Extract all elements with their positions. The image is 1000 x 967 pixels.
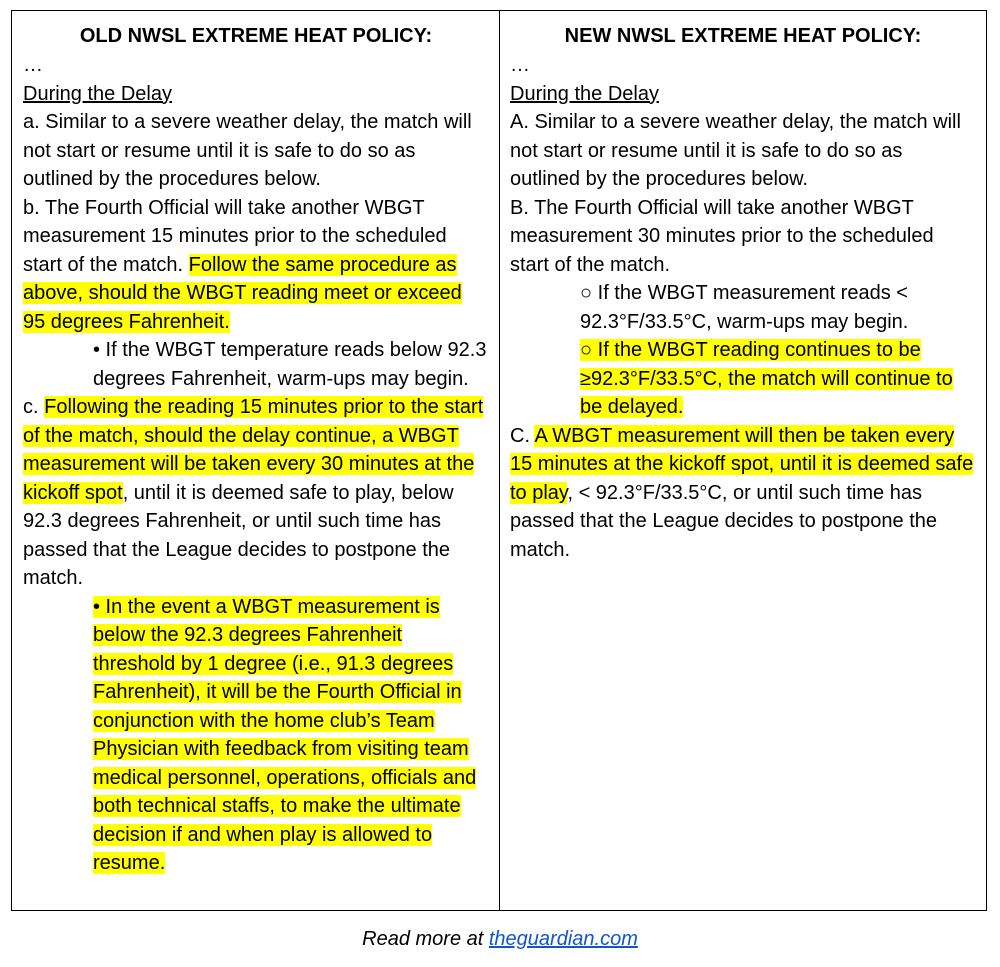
old-bullet-warmups: • If the WBGT temperature reads below 92.3 degrees Fahrenheit, warm-ups may begin. xyxy=(93,339,487,390)
new-policy-column xyxy=(500,11,986,910)
old-item-c-text: , until it is deemed safe to play, below 92.3 degrees Fahrenheit, or until such time has passed that the League decides to postpone the match. xyxy=(23,481,454,589)
new-item-a: A. Similar to a severe weather delay, the match will not start or resume until it is safe to do so as outlined by the procedures below. xyxy=(510,111,961,190)
policy-comparison-table xyxy=(11,10,987,911)
old-policy-column xyxy=(12,11,500,910)
new-item-c-text: , < 92.3°F/33.5°C, or until such time has passed that the League decides to postpone the match. xyxy=(510,481,938,561)
new-ellipsis: … xyxy=(510,54,530,76)
old-item-a: a. Similar to a severe weather delay, the match will not start or resume until it is safe to do so as outlined by the procedures below. xyxy=(23,111,472,190)
source-link[interactable]: theguardian.com xyxy=(488,928,638,950)
footer-prefix: Read more at xyxy=(362,928,489,950)
new-bullet-warmups: ○ If the WBGT measurement reads < 92.3°F/33.5°C, warm-ups may begin. xyxy=(580,282,909,333)
new-item-c-highlight: A WBGT measurement will then be taken every 15 minutes at the kickoff spot, until it is deemed safe to play xyxy=(510,424,974,504)
old-bullet-threshold xyxy=(23,593,489,878)
old-item-b xyxy=(23,194,489,337)
new-item-b: B. The Fourth Official will take another WBGT measurement 30 minutes prior to the scheduled start of the match. xyxy=(510,196,934,276)
new-bullet-delay xyxy=(510,336,976,422)
old-item-b-text: b. The Fourth Official will take another WBGT measurement 15 minutes prior to the scheduled start of the match. xyxy=(23,196,447,276)
old-item-c xyxy=(23,393,489,593)
new-policy-heading: NEW NWSL EXTREME HEAT POLICY: xyxy=(564,25,922,47)
old-policy-heading: OLD NWSL EXTREME HEAT POLICY: xyxy=(79,25,433,47)
new-item-c-prefix: C. xyxy=(510,424,535,447)
old-ellipsis: … xyxy=(23,54,43,76)
old-section-title: During the Delay xyxy=(23,82,172,105)
old-item-b-highlight: Follow the same procedure as above, should the WBGT reading meet or exceed 95 degrees Fahrenheit. xyxy=(23,253,462,333)
new-section-title: During the Delay xyxy=(510,82,659,105)
new-item-c xyxy=(510,422,976,565)
old-item-c-highlight: Following the reading 15 minutes prior to the start of the match, should the delay continue, a WBGT measurement will be taken every 30 minutes at the kickoff spot xyxy=(23,396,484,504)
old-bullet-threshold-highlight: • In the event a WBGT measurement is below the 92.3 degrees Fahrenheit threshold by 1 degree (i.e., 91.3 degrees Fahrenheit), it will be the Fourth Official in conjunction with the home club’s Team Physician with feedback from visiting team medical personnel, operations, officials and both technical staffs, to make the ultimate decision if and when play is allowed to resume. xyxy=(93,595,477,874)
old-item-c-prefix: c. xyxy=(23,396,45,418)
new-bullet-delay-highlight: ○ If the WBGT reading continues to be ≥92.3°F/33.5°C, the match will continue to be delayed. xyxy=(580,339,953,418)
footer-credit xyxy=(0,925,1000,953)
